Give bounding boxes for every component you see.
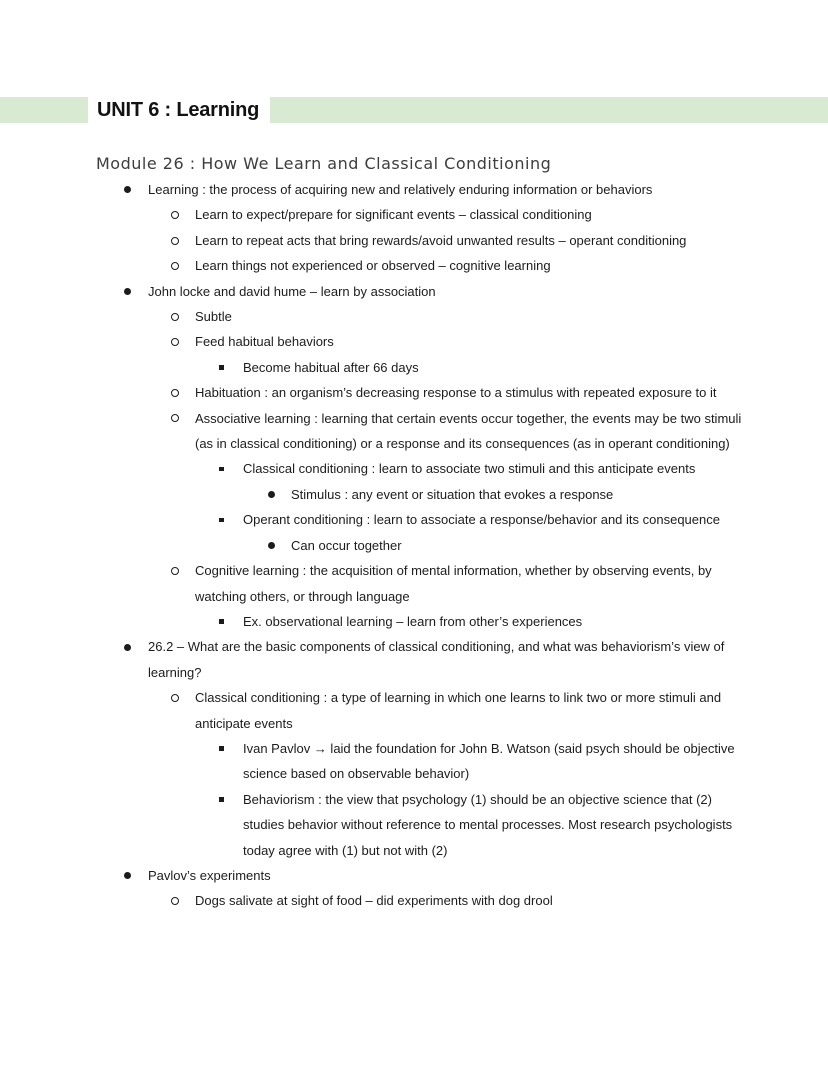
bullet-square-icon — [219, 518, 224, 523]
bullet-square-icon — [219, 365, 224, 370]
bullet-disc-icon — [268, 542, 275, 549]
note-item — [88, 202, 743, 227]
note-text: Become habitual after 66 days — [243, 359, 419, 375]
bullet-circle-icon — [171, 237, 179, 245]
note-item — [88, 863, 743, 888]
note-item — [88, 355, 743, 380]
note-text: Ivan Pavlov → laid the foundation for John B. Watson (said psych should be objective science based on observable behavior) — [243, 740, 735, 782]
note-item — [88, 380, 743, 405]
note-item — [88, 533, 743, 558]
bullet-circle-icon — [171, 389, 179, 397]
note-text: Can occur together — [291, 537, 402, 553]
note-item — [88, 329, 743, 354]
note-text: Operant conditioning : learn to associate a response/behavior and its consequence — [243, 512, 720, 528]
bullet-circle-icon — [171, 897, 179, 905]
note-item — [88, 279, 743, 304]
bullet-disc-icon — [268, 491, 275, 498]
note-item — [88, 304, 743, 329]
bullet-circle-icon — [171, 211, 179, 219]
note-text: Learn things not experienced or observed – cognitive learning — [195, 258, 551, 274]
bullet-circle-icon — [171, 262, 179, 270]
unit-title-box — [88, 88, 270, 133]
note-text: Habituation : an organism’s decreasing response to a stimulus with repeated exposure to it — [195, 385, 717, 401]
note-item — [88, 888, 743, 913]
note-text: Stimulus : any event or situation that evokes a response — [291, 486, 614, 502]
notes-outline — [88, 177, 743, 914]
note-item — [88, 558, 743, 609]
note-item — [88, 228, 743, 253]
note-item — [88, 787, 743, 863]
note-text: John locke and david hume – learn by association — [148, 283, 436, 299]
bullet-square-icon — [219, 797, 224, 802]
bullet-circle-icon — [171, 694, 179, 702]
note-item — [88, 609, 743, 634]
note-text: Learn to repeat acts that bring rewards/avoid unwanted results – operant conditioning — [195, 232, 687, 248]
note-item — [88, 507, 743, 532]
note-text: Learning : the process of acquiring new and relatively enduring information or behaviors — [148, 182, 653, 197]
note-text: Subtle — [195, 309, 232, 325]
note-text: Associative learning : learning that certain events occur together, the events may be two stimuli (as in classical conditioning) or a response and its consequences (as in operant conditioning) — [195, 410, 742, 452]
note-text: Learn to expect/prepare for significant events – classical conditioning — [195, 207, 592, 223]
note-item — [88, 634, 743, 685]
bullet-disc-icon — [124, 644, 131, 651]
note-item — [88, 177, 743, 202]
bullet-disc-icon — [124, 872, 131, 879]
note-text: 26.2 – What are the basic components of classical conditioning, and what was behaviorism’s view of learning? — [148, 639, 725, 680]
bullet-square-icon — [219, 746, 224, 751]
note-text: Cognitive learning : the acquisition of mental information, whether by observing events, by watching others, or through language — [195, 563, 712, 604]
note-text: Dogs salivate at sight of food – did experiments with dog drool — [195, 893, 553, 909]
bullet-disc-icon — [124, 186, 131, 193]
module-heading: Module 26 : How We Learn and Classical Conditioning — [96, 154, 552, 173]
bullet-circle-icon — [171, 313, 179, 321]
note-item — [88, 685, 743, 736]
unit-title: UNIT 6 : Learning — [97, 99, 260, 121]
bullet-square-icon — [219, 619, 224, 624]
note-text: Pavlov’s experiments — [148, 867, 271, 883]
bullet-square-icon — [219, 467, 224, 472]
note-item — [88, 482, 743, 507]
bullet-circle-icon — [171, 567, 179, 575]
note-item — [88, 253, 743, 278]
bullet-circle-icon — [171, 338, 179, 346]
bullet-circle-icon — [171, 414, 179, 422]
note-text: Classical conditioning : a type of learning in which one learns to link two or more stimuli and anticipate events — [195, 690, 722, 731]
note-text: Ex. observational learning – learn from other’s experiences — [243, 613, 583, 629]
note-item — [88, 456, 743, 481]
note-text: Classical conditioning : learn to associate two stimuli and this anticipate events — [243, 461, 696, 477]
note-item — [88, 736, 743, 787]
note-text: Feed habitual behaviors — [195, 334, 334, 350]
note-item — [88, 406, 743, 457]
bullet-disc-icon — [124, 288, 131, 295]
note-text: Behaviorism : the view that psychology (1) should be an objective science that (2) studies behavior without reference to mental processes. Most research psychologists today agree with (1) but not with (2) — [243, 791, 733, 858]
